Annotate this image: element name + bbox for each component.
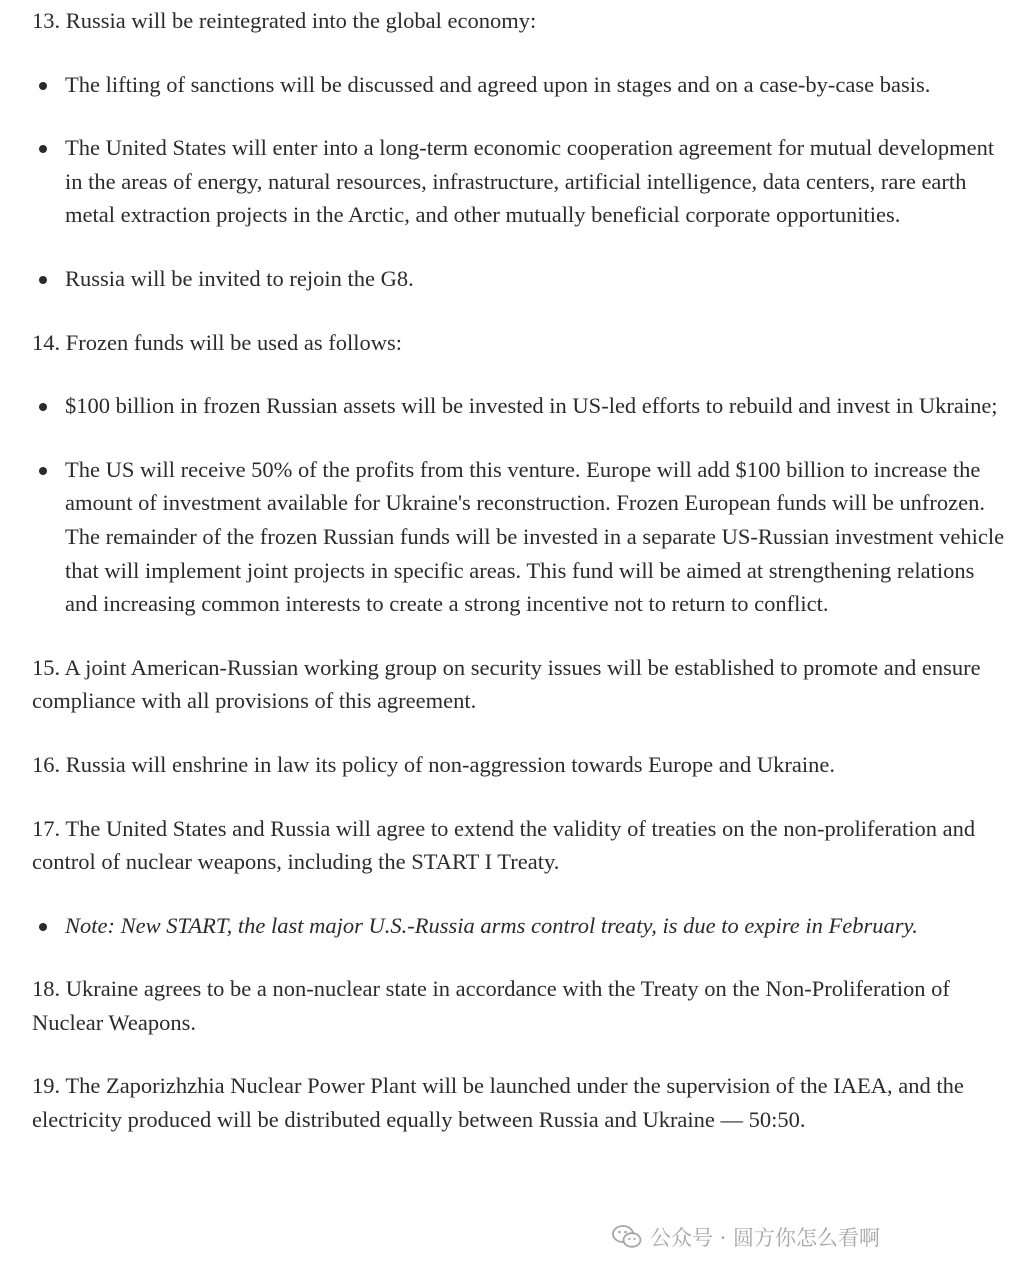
bullet-dot [39,403,47,411]
section-13: 13. Russia will be reintegrated into the global economy: [32,8,537,33]
list-item-text: The lifting of sanctions will be discussed and agreed upon in stages and on a case-by-case basis. [65,71,931,97]
list-item [32,453,1007,621]
list-item [32,909,1007,943]
list-item-text: The US will receive 50% of the profits from this venture. Europe will add $100 billion to increase the amount of investment available for Ukraine's reconstruction. Frozen European funds will be unfrozen. The remainder of the frozen Russian funds will be invested in a separate US-Russian investment vehicle that will implement joint projects in specific areas. This fund will be aimed at strengthening relations and increasing common interests to create a strong incentive not to return to conflict. [65,456,1005,617]
list-item [32,68,1007,102]
list-item [32,262,1007,296]
wechat-icon [612,1224,642,1250]
bullet-dot [39,276,47,284]
section-14: 14. Frozen funds will be used as follows: [32,329,402,355]
section-19: 19. The Zaporizhzhia Nuclear Power Plant will be launched under the supervision of the IAEA, and the electricity produced will be distributed equally between Russia and Ukraine — 50:50. [32,1073,964,1133]
bullet-dot [39,923,47,931]
note-text: Note: New START, the last major U.S.-Russia arms control treaty, is due to expire in February. [65,912,918,938]
watermark-text: 公众号 · 圆方你怎么看啊 [650,1226,881,1250]
list-item-text: Russia will be invited to rejoin the G8. [65,265,414,291]
watermark [612,1222,880,1252]
list-item [32,389,1007,423]
section-13-list [32,68,1007,296]
section-18: 18. Ukraine agrees to be a non-nuclear state in accordance with the Treaty on the Non-Proliferation of Nuclear Weapons. [32,976,950,1035]
article-body [32,4,1007,1167]
bullet-dot [39,145,47,153]
section-16: 16. Russia will enshrine in law its policy of non-aggression towards Europe and Ukraine. [32,751,835,777]
section-17: 17. The United States and Russia will agree to extend the validity of treaties on the non-proliferation and control of nuclear weapons, including the START I Treaty. [32,815,976,875]
section-14-list [32,389,1007,621]
list-item-text: The United States will enter into a long-term economic cooperation agreement for mutual development in the areas of energy, natural resources, infrastructure, artificial intelligence, data centers, rare earth metal extraction projects in the Arctic, and other mutually beneficial corporate opportunities. [65,135,995,228]
list-item [32,131,1007,232]
section-17-list [32,909,1007,943]
bullet-dot [39,82,47,90]
bullet-dot [39,467,47,475]
list-item-text: $100 billion in frozen Russian assets will be invested in US-led efforts to rebuild and invest in Ukraine; [65,393,998,419]
section-15: 15. A joint American-Russian working group on security issues will be established to promote and ensure compliance with all provisions of this agreement. [32,654,981,714]
